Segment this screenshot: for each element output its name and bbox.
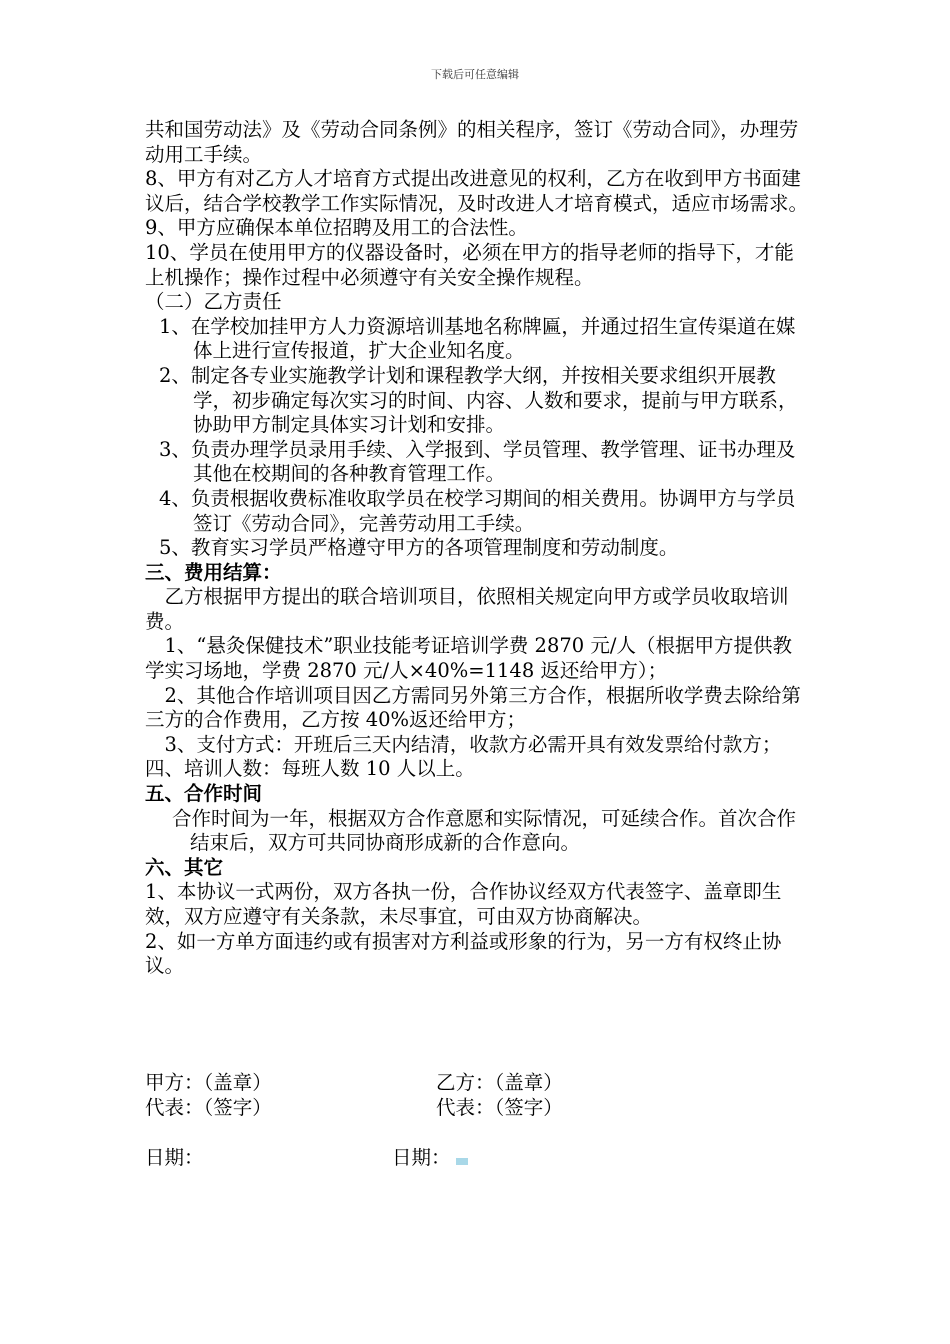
heading-trainee-count: 四、培训人数：每班人数 10 人以上。 bbox=[145, 757, 475, 781]
party-a-seal: 甲方：（盖章） bbox=[145, 1071, 272, 1094]
fees-intro: 乙方根据甲方提出的联合培训项目，依照相关规定向甲方或学员收取培训费。 bbox=[145, 585, 789, 633]
party-b-representative: 代表：（签字） bbox=[436, 1096, 563, 1119]
heading-other: 六、其它 bbox=[145, 855, 224, 879]
heading-fees: 三、费用结算： bbox=[145, 560, 282, 584]
party-b-date: 日期： bbox=[392, 1146, 451, 1169]
clause-10: 10、学员在使用甲方的仪器设备时，必须在甲方的指导老师的指导下，才能上机操作；操作过程中必须遵守有关安全操作规程。 bbox=[145, 240, 794, 289]
heading-cooperation-time: 五、合作时间 bbox=[145, 782, 263, 806]
other-item-2: 2、如一方单方面违约或有损害对方利益或形象的行为，另一方有权终止协议。 bbox=[145, 929, 782, 978]
duty-1: 1、在学校加挂甲方人力资源培训基地名称牌匾，并通过招生宣传渠道在媒体上进行宣传报道，扩大企业知名度。 bbox=[159, 314, 796, 363]
paragraph-labor-law: 共和国劳动法》及《劳动合同条例》的相关程序，签订《劳动合同》，办理劳动用工手续。 bbox=[145, 118, 799, 166]
cooperation-time-text: 合作时间为一年，根据双方合作意愿和实际情况，可延续合作。首次合作结束后，双方可共同协商形成新的合作意向。 bbox=[172, 806, 797, 855]
duty-5: 5、教育实习学员严格遵守甲方的各项管理制度和劳动制度。 bbox=[159, 536, 679, 560]
fees-item-2: 2、其他合作培训项目因乙方需同另外第三方合作，根据所收学费去除给第三方的合作费用，乙方按 40%返还给甲方； bbox=[145, 683, 801, 732]
duty-3: 3、负责办理学员录用手续、入学报到、学员管理、教学管理、证书办理及其他在校期间的各种教育管理工作。 bbox=[159, 437, 796, 486]
page-header: 下载后可任意编辑 bbox=[431, 68, 519, 81]
other-item-1: 1、本协议一式两份，双方各执一份，合作协议经双方代表签字、盖章即生效，双方应遵守有关条款，未尽事宜，可由双方协商解决。 bbox=[145, 880, 782, 928]
fees-item-3: 3、支付方式：开班后三天内结清，收款方必需开具有效发票给付款方； bbox=[145, 732, 782, 756]
clause-8: 8、甲方有对乙方人才培育方式提出改进意见的权利，乙方在收到甲方书面建议后，结合学校教学工作实际情况，及时改进人才培育模式，适应市场需求。 bbox=[145, 167, 809, 215]
highlight-marker bbox=[456, 1158, 468, 1165]
party-a-date: 日期： bbox=[145, 1146, 204, 1169]
party-b-seal: 乙方：（盖章） bbox=[436, 1071, 563, 1094]
duty-4: 4、负责根据收费标准收取学员在校学习期间的相关费用。协调甲方与学员签订《劳动合同》，完善劳动用工手续。 bbox=[159, 486, 796, 535]
document-body bbox=[145, 118, 810, 979]
duty-2: 2、制定各专业实施教学计划和课程教学大纲，并按相关要求组织开展教学，初步确定每次实习的时间、内容、人数和要求，提前与甲方联系，协助甲方制定具体实习计划和安排。 bbox=[159, 363, 798, 437]
fees-item-1: 1、“悬灸保健技术”职业技能考证培训学费 2870 元/人（根据甲方提供教学实习场地，学费 2870 元/人×40%=1148 返还给甲方）； bbox=[145, 634, 792, 683]
party-a-representative: 代表：（签字） bbox=[145, 1096, 272, 1119]
section-party-b-duties: （二）乙方责任 bbox=[145, 290, 282, 314]
clause-9: 9、甲方应确保本单位招聘及用工的合法性。 bbox=[145, 216, 528, 240]
